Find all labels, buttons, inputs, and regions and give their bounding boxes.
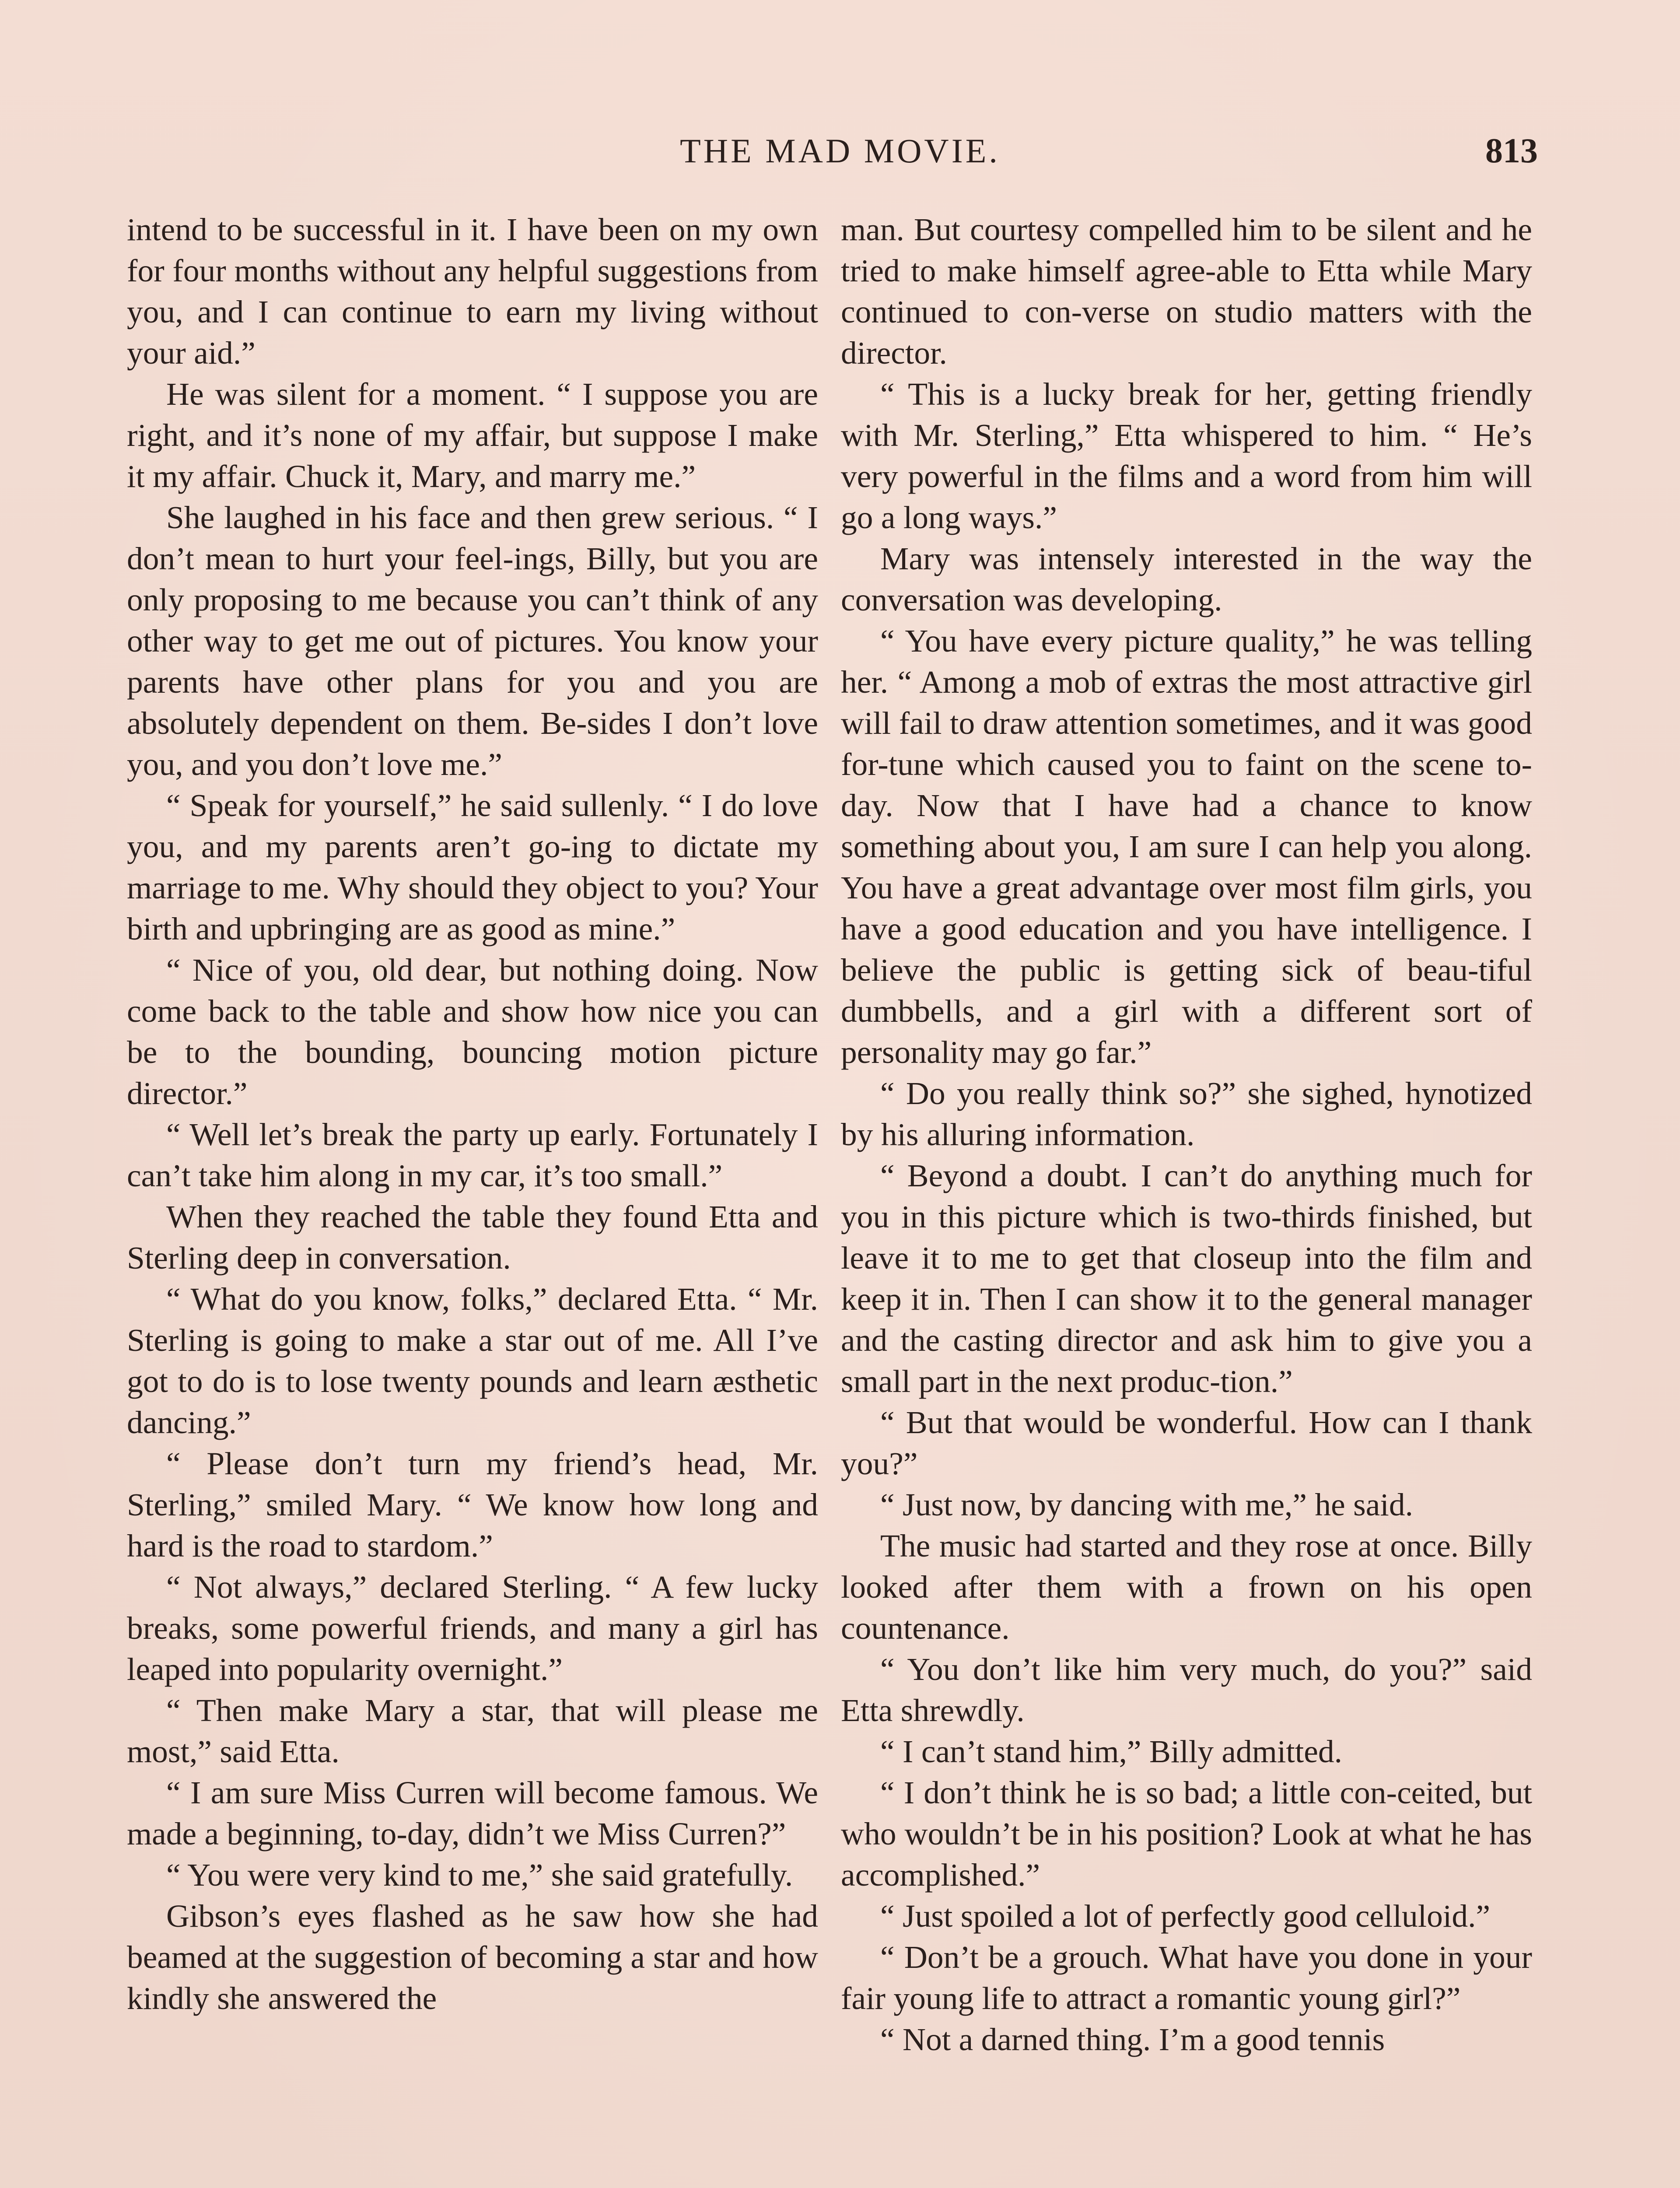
paragraph: “ I don’t think he is so bad; a little con-ceited, but who wouldn’t be in his position? Look at what he has accomplished.” [841, 1775, 1532, 1893]
paragraph: “ You have every picture quality,” he was telling her. “ Among a mob of extras the most attractive girl will fail to draw attention sometimes, and it was good for-tune which caused you to faint on the scene to-day. Now that I have had a chance to know something about you, I am sure I can help you along. You have a great advantage over most film girls, you have a good education and you have intelligence. I believe the public is getting sick of beau-tiful dumbbells, and a girl with a different sort of personality may go far.” [841, 623, 1532, 1070]
paragraph: “ Don’t be a grouch. What have you done in your fair young life to attract a romantic young girl?” [841, 1939, 1532, 2016]
paragraph: “ I can’t stand him,” Billy admitted. [880, 1734, 1342, 1769]
paragraph: “ Just now, by dancing with me,” he said. [880, 1487, 1413, 1522]
paragraph: Mary was intensely interested in the way the conversation was developing. [841, 541, 1532, 617]
paragraph: When they reached the table they found Etta and Sterling deep in conversation. [127, 1199, 818, 1276]
paragraph: “ Then make Mary a star, that will please me most,” said Etta. [127, 1693, 818, 1769]
paragraph: “ Do you really think so?” she sighed, hynotized by his alluring information. [841, 1076, 1532, 1152]
paragraph: “ Speak for yourself,” he said sullenly. “ I do love you, and my parents aren’t go-ing to dictate my marriage to me. Why should they object to you? Your birth and upbringing are as good as mine.” [127, 788, 818, 947]
paragraph: “ Beyond a doubt. I can’t do anything much for you in this picture which is two-thirds finished, but leave it to me to get that closeup into the film and keep it in. Then I can show it to the general manager and the casting director and ask him to give you a small part in the next produc-tion.” [841, 1158, 1532, 1399]
paragraph: man. But courtesy compelled him to be silent and he tried to make himself agree-able to Etta while Mary continued to con-verse on studio matters with the director. [841, 212, 1532, 371]
page-number: 813 [1485, 132, 1538, 170]
paragraph: intend to be successful in it. I have been on my own for four months without any helpful suggestions from you, and I can continue to earn my living without your aid.” [127, 212, 818, 371]
paragraph: “ This is a lucky break for her, getting friendly with Mr. Sterling,” Etta whispered to him. “ He’s very powerful in the films and a word from him will go a long ways.” [841, 376, 1532, 535]
paragraph: “ Just spoiled a lot of perfectly good celluloid.” [880, 1898, 1491, 1934]
paragraph: The music had started and they rose at once. Billy looked after them with a frown on his open countenance. [841, 1528, 1532, 1646]
paragraph: “ Not always,” declared Sterling. “ A few lucky breaks, some powerful friends, and many a girl has leaped into popularity overnight.” [127, 1569, 818, 1687]
left-text-column [127, 209, 818, 2019]
paragraph: He was silent for a moment. “ I suppose you are right, and it’s none of my affair, but suppose I make it my affair. Chuck it, Mary, and marry me.” [127, 376, 818, 494]
paragraph: “ What do you know, folks,” declared Etta. “ Mr. Sterling is going to make a star out of me. All I’ve got to do is to lose twenty pounds and learn æsthetic dancing.” [127, 1281, 818, 1440]
paragraph: “ Not a darned thing. I’m a good tennis [880, 2022, 1385, 2057]
paragraph: “ Nice of you, old dear, but nothing doing. Now come back to the table and show how nice you can be to the bounding, bouncing motion picture director.” [127, 952, 818, 1111]
paragraph: She laughed in his face and then grew serious. “ I don’t mean to hurt your feel-ings, Billy, but you are only proposing to me because you can’t think of any other way to get me out of pictures. You know your parents have other plans for you and you are absolutely dependent on them. Be-sides I don’t love you, and you don’t love me.” [127, 500, 818, 782]
paragraph: “ You don’t like him very much, do you?” said Etta shrewdly. [841, 1652, 1532, 1728]
running-title: THE MAD MOVIE. [680, 132, 1000, 170]
paragraph: “ Please don’t turn my friend’s head, Mr. Sterling,” smiled Mary. “ We know how long and hard is the road to stardom.” [127, 1446, 818, 1564]
right-text-column [841, 209, 1532, 2060]
paragraph: “ You were very kind to me,” she said gratefully. [166, 1857, 793, 1893]
paragraph: “ But that would be wonderful. How can I thank you?” [841, 1405, 1532, 1481]
running-header [0, 131, 1680, 179]
paragraph: Gibson’s eyes flashed as he saw how she had beamed at the suggestion of becoming a star and how kindly she answered the [127, 1898, 818, 2016]
paragraph: “ I am sure Miss Curren will become famous. We made a beginning, to-day, didn’t we Miss Curren?” [127, 1775, 818, 1851]
paragraph: “ Well let’s break the party up early. Fortunately I can’t take him along in my car, it’s too small.” [127, 1117, 818, 1193]
